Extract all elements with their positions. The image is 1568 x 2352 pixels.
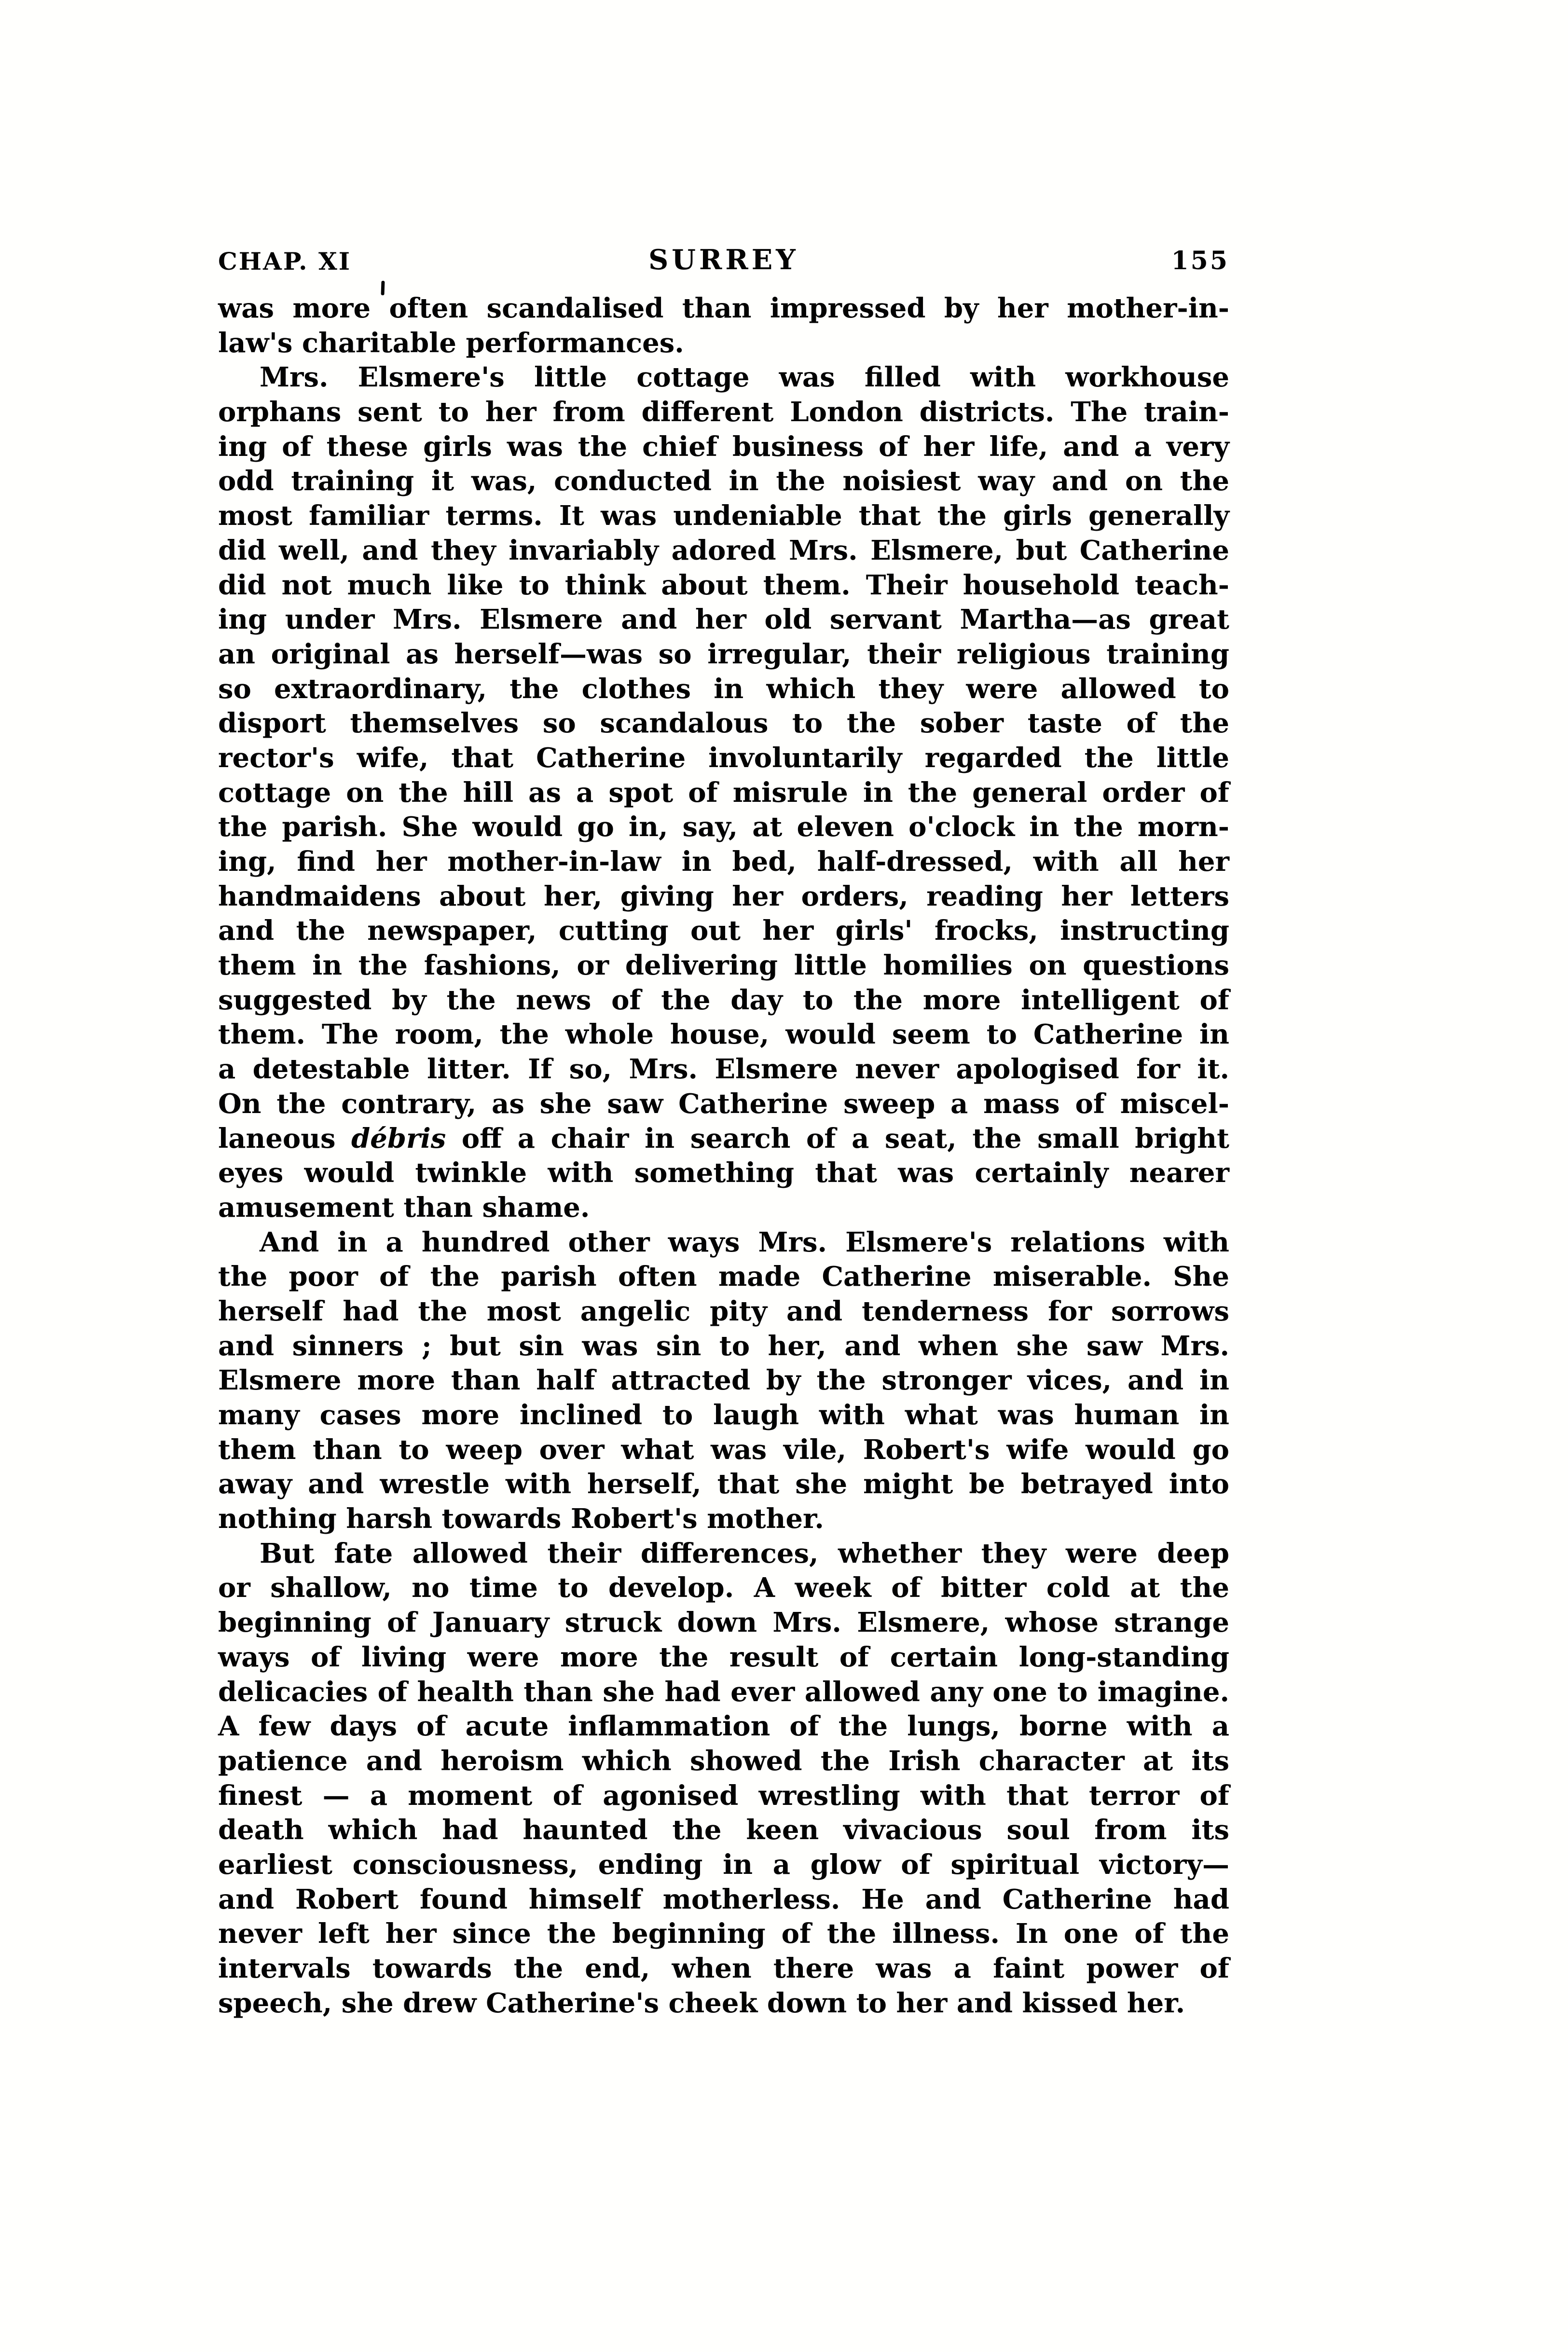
text-line: patience and heroism which showed the Irish character at its: [218, 1745, 1229, 1777]
text-line: them. The room, the whole house, would seem to Catherine in: [218, 1018, 1229, 1051]
text-line: Elsmere more than half attracted by the stronger vices, and in: [218, 1364, 1229, 1397]
text-line: did not much like to think about them. Their household teach-: [218, 569, 1229, 601]
text-line: them in the fashions, or delivering little homilies on questions: [218, 949, 1229, 982]
text-line: On the contrary, as she saw Catherine sweep a mass of miscel-: [218, 1087, 1229, 1120]
text-line: or shallow, no time to develop. A week of bitter cold at the: [218, 1572, 1229, 1604]
text-line: ing under Mrs. Elsmere and her old servant Martha—as great: [218, 604, 1229, 636]
text-line: handmaidens about her, giving her orders, reading her letters: [218, 880, 1229, 912]
text-line: so extraordinary, the clothes in which they were allowed to: [218, 673, 1229, 705]
text-line: earliest consciousness, ending in a glow of spiritual victory—: [218, 1848, 1229, 1881]
text-line: delicacies of health than she had ever allowed any one to imagine.: [218, 1676, 1229, 1708]
text-line: the parish. She would go in, say, at eleven o'clock in the morn-: [218, 811, 1229, 843]
text-line: orphans sent to her from different London districts. The train-: [218, 396, 1229, 428]
text-line: an original as herself—was so irregular, their religious training: [218, 638, 1229, 670]
text-line: herself had the most angelic pity and tenderness for sorrows: [218, 1295, 1229, 1327]
text-line: them than to weep over what was vile, Robert's wife would go: [218, 1433, 1229, 1466]
text-line: amusement than shame.: [218, 1191, 590, 1224]
text-line: ing of these girls was the chief business of her life, and a very: [218, 430, 1229, 463]
text-line: speech, she drew Catherine's cheek down to her and kissed her.: [218, 1987, 1185, 2019]
text-line: rector's wife, that Catherine involuntarily regarded the little: [218, 742, 1229, 774]
text-line: suggested by the news of the day to the more intelligent of: [218, 984, 1229, 1016]
text-line: ways of living were more the result of certain long-standing: [218, 1641, 1229, 1673]
running-header: [218, 243, 1229, 274]
text-line: cottage on the hill as a spot of misrule in the general order of: [218, 776, 1229, 809]
text-line: Mrs. Elsmere's little cottage was filled with workhouse: [260, 361, 1229, 394]
running-title: SURREY: [648, 244, 799, 276]
text-line: And in a hundred other ways Mrs. Elsmere's relations with: [260, 1226, 1229, 1258]
text-line: death which had haunted the keen vivacious soul from its: [218, 1814, 1229, 1846]
text-line: and sinners ; but sin was sin to her, and when she saw Mrs.: [218, 1330, 1229, 1362]
text-line: and Robert found himself motherless. He and Catherine had: [218, 1883, 1229, 1915]
text-line: beginning of January struck down Mrs. Elsmere, whose strange: [218, 1607, 1229, 1639]
text-line: never left her since the beginning of the illness. In one of the: [218, 1918, 1229, 1950]
text-line: But fate allowed their differences, whether they were deep: [260, 1537, 1229, 1569]
text-line: odd training it was, conducted in the noisiest way and on the: [218, 465, 1229, 497]
text-line: did well, and they invariably adored Mrs. Elsmere, but Catherine: [218, 534, 1229, 566]
text-line: intervals towards the end, when there was a faint power of: [218, 1953, 1229, 1984]
text-line: ing, find her mother-in-law in bed, half-dressed, with all her: [218, 846, 1229, 878]
text-line: laneous débris off a chair in search of a seat, the small bright: [218, 1122, 1229, 1155]
text-line: was more often scandalised than impressed by her mother-in-: [218, 292, 1229, 324]
text-line: eyes would twinkle with something that was certainly nearer: [218, 1157, 1229, 1189]
text-line: away and wrestle with herself, that she might be betrayed into: [218, 1468, 1229, 1500]
text-line: a detestable litter. If so, Mrs. Elsmere never apologised for it.: [218, 1053, 1229, 1086]
text-line: law's charitable performances.: [218, 327, 684, 359]
text-line: nothing harsh towards Robert's mother.: [218, 1503, 824, 1535]
text-line: many cases more inclined to laugh with what was human in: [218, 1399, 1229, 1431]
chapter-label: CHAP. XI: [218, 247, 352, 275]
page-number: 155: [1171, 246, 1229, 275]
text-line: and the newspaper, cutting out her girls' frocks, instructing: [218, 915, 1229, 947]
text-line: the poor of the parish often made Catherine miserable. She: [218, 1261, 1229, 1293]
text-line: most familiar terms. It was undeniable that the girls generally: [218, 500, 1229, 532]
text-line: A few days of acute inflammation of the lungs, borne with a: [218, 1710, 1229, 1743]
text-block: [218, 291, 1229, 2021]
text-line: finest — a moment of agonised wrestling with that terror of: [218, 1779, 1229, 1812]
text-line: disport themselves so scandalous to the sober taste of the: [218, 707, 1229, 740]
